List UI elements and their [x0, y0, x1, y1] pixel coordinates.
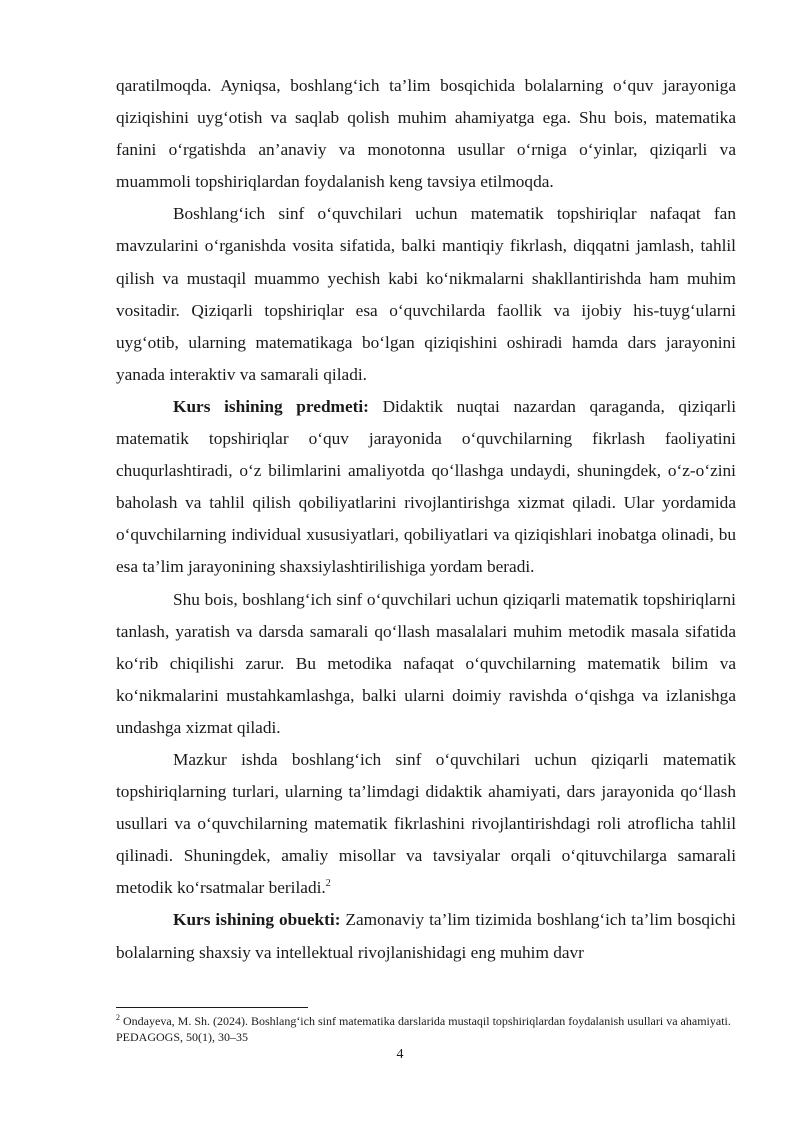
paragraph-text: Boshlang‘ich sinf o‘quvchilari uchun matematik topshiriqlar nafaqat fan mavzularini o‘rganishda vosita sifatida, balki mantiqiy fikrlash, diqqatni jamlash, tahlil qilish va mustaqil muammo yechish kabi ko‘nikmalarni shakllantirishda ham muhim vositadir. Qiziqarli topshiriqlar esa o‘quvchilarda faollik va ijobiy his-tuyg‘ularni uyg‘otib, ularning matematikaga bo‘lgan qiziqishini oshiradi hamda dars jarayonini yanada interaktiv va samarali qiladi.: [116, 204, 736, 384]
footnote-marker: 2: [116, 1013, 120, 1022]
paragraph-lead-heading: Kurs ishining obuekti:: [173, 910, 341, 930]
paragraph-continued: [116, 70, 736, 198]
footnote: [116, 1013, 736, 1045]
footnote-reference[interactable]: 2: [325, 878, 331, 890]
paragraph-text: qaratilmoqda. Ayniqsa, boshlang‘ich ta’lim bosqichida bolalarning o‘quv jarayoniga qiziqishini uyg‘otish va saqlab qolish muhim ahamiyatga ega. Shu bois, matematika fanini o‘rgatishda an’anaviy va monotonna usullar o‘rniga o‘yinlar, qiziqarli va muammoli topshiriqlardan foydalanish keng tavsiya etilmoqda.: [116, 76, 736, 192]
footnote-text: Ondayeva, M. Sh. (2024). Boshlang‘ich sinf matematika darslarida mustaqil topshiriqlardan foydalanish usullari va ahamiyati. PEDAGOGS, 50(1), 30–35: [116, 1014, 731, 1044]
page-number: 4: [396, 1047, 404, 1062]
paragraph-lead-heading: Kurs ishining predmeti:: [173, 396, 369, 416]
paragraph-text: Mazkur ishda boshlang‘ich sinf o‘quvchilari uchun qiziqarli matematik topshiriqlarning turlari, ularning ta’limdagi didaktik ahamiyati, dars jarayonida qo‘llash usullari va o‘quvchilarning matematik fikrlashini rivojlantirishdagi roli atroflicha tahlil qilinadi. Shuningdek, amaliy misollar va tavsiyalar orqali o‘qituvchilarga samarali metodik ko‘rsatmalar beriladi.: [116, 749, 736, 898]
paragraph: [116, 584, 736, 744]
paragraph-text: Didaktik nuqtai nazardan qaraganda, qiziqarli matematik topshiriqlar o‘quv jarayonida o‘quvchilarning fikrlash faoliyatini chuqurlashtiradi, o‘z bilimlarini amaliyotda qo‘llashga undaydi, shuningdek, o‘z-o‘zini baholash va tahlil qilish qobiliyatlarini rivojlantirishga xizmat qiladi. Ular yordamida o‘quvchilarning individual xususiyatlari, qobiliyatlari va qiziqishlari inobatga olinadi, bu esa ta’lim jarayonining shaxsiylashtirilishiga yordam beradi.: [116, 396, 736, 577]
paragraph-text: Shu bois, boshlang‘ich sinf o‘quvchilari uchun qiziqarli matematik topshiriqlarni tanlash, yaratish va darsda samarali qo‘llash masalalari muhim metodik masala sifatida ko‘rib chiqilishi zarur. Bu metodika nafaqat o‘quvchilarning matematik bilim va ko‘nikmalarini mustahkamlashga, balki ularni doimiy ravishda o‘qishga va izlanishga undashga xizmat qiladi.: [116, 589, 736, 737]
paragraph-text: Zamonaviy ta’lim tizimida boshlang‘ich ta’lim bosqichi bolalarning shaxsiy va intellektual rivojlanishidagi eng muhim davr: [116, 910, 736, 962]
paragraph-object: [116, 904, 736, 968]
paragraph: [116, 744, 736, 904]
footnote-separator: [116, 1007, 308, 1008]
body-text: [116, 70, 736, 969]
paragraph-subject: [116, 391, 736, 584]
paragraph: [116, 198, 736, 391]
